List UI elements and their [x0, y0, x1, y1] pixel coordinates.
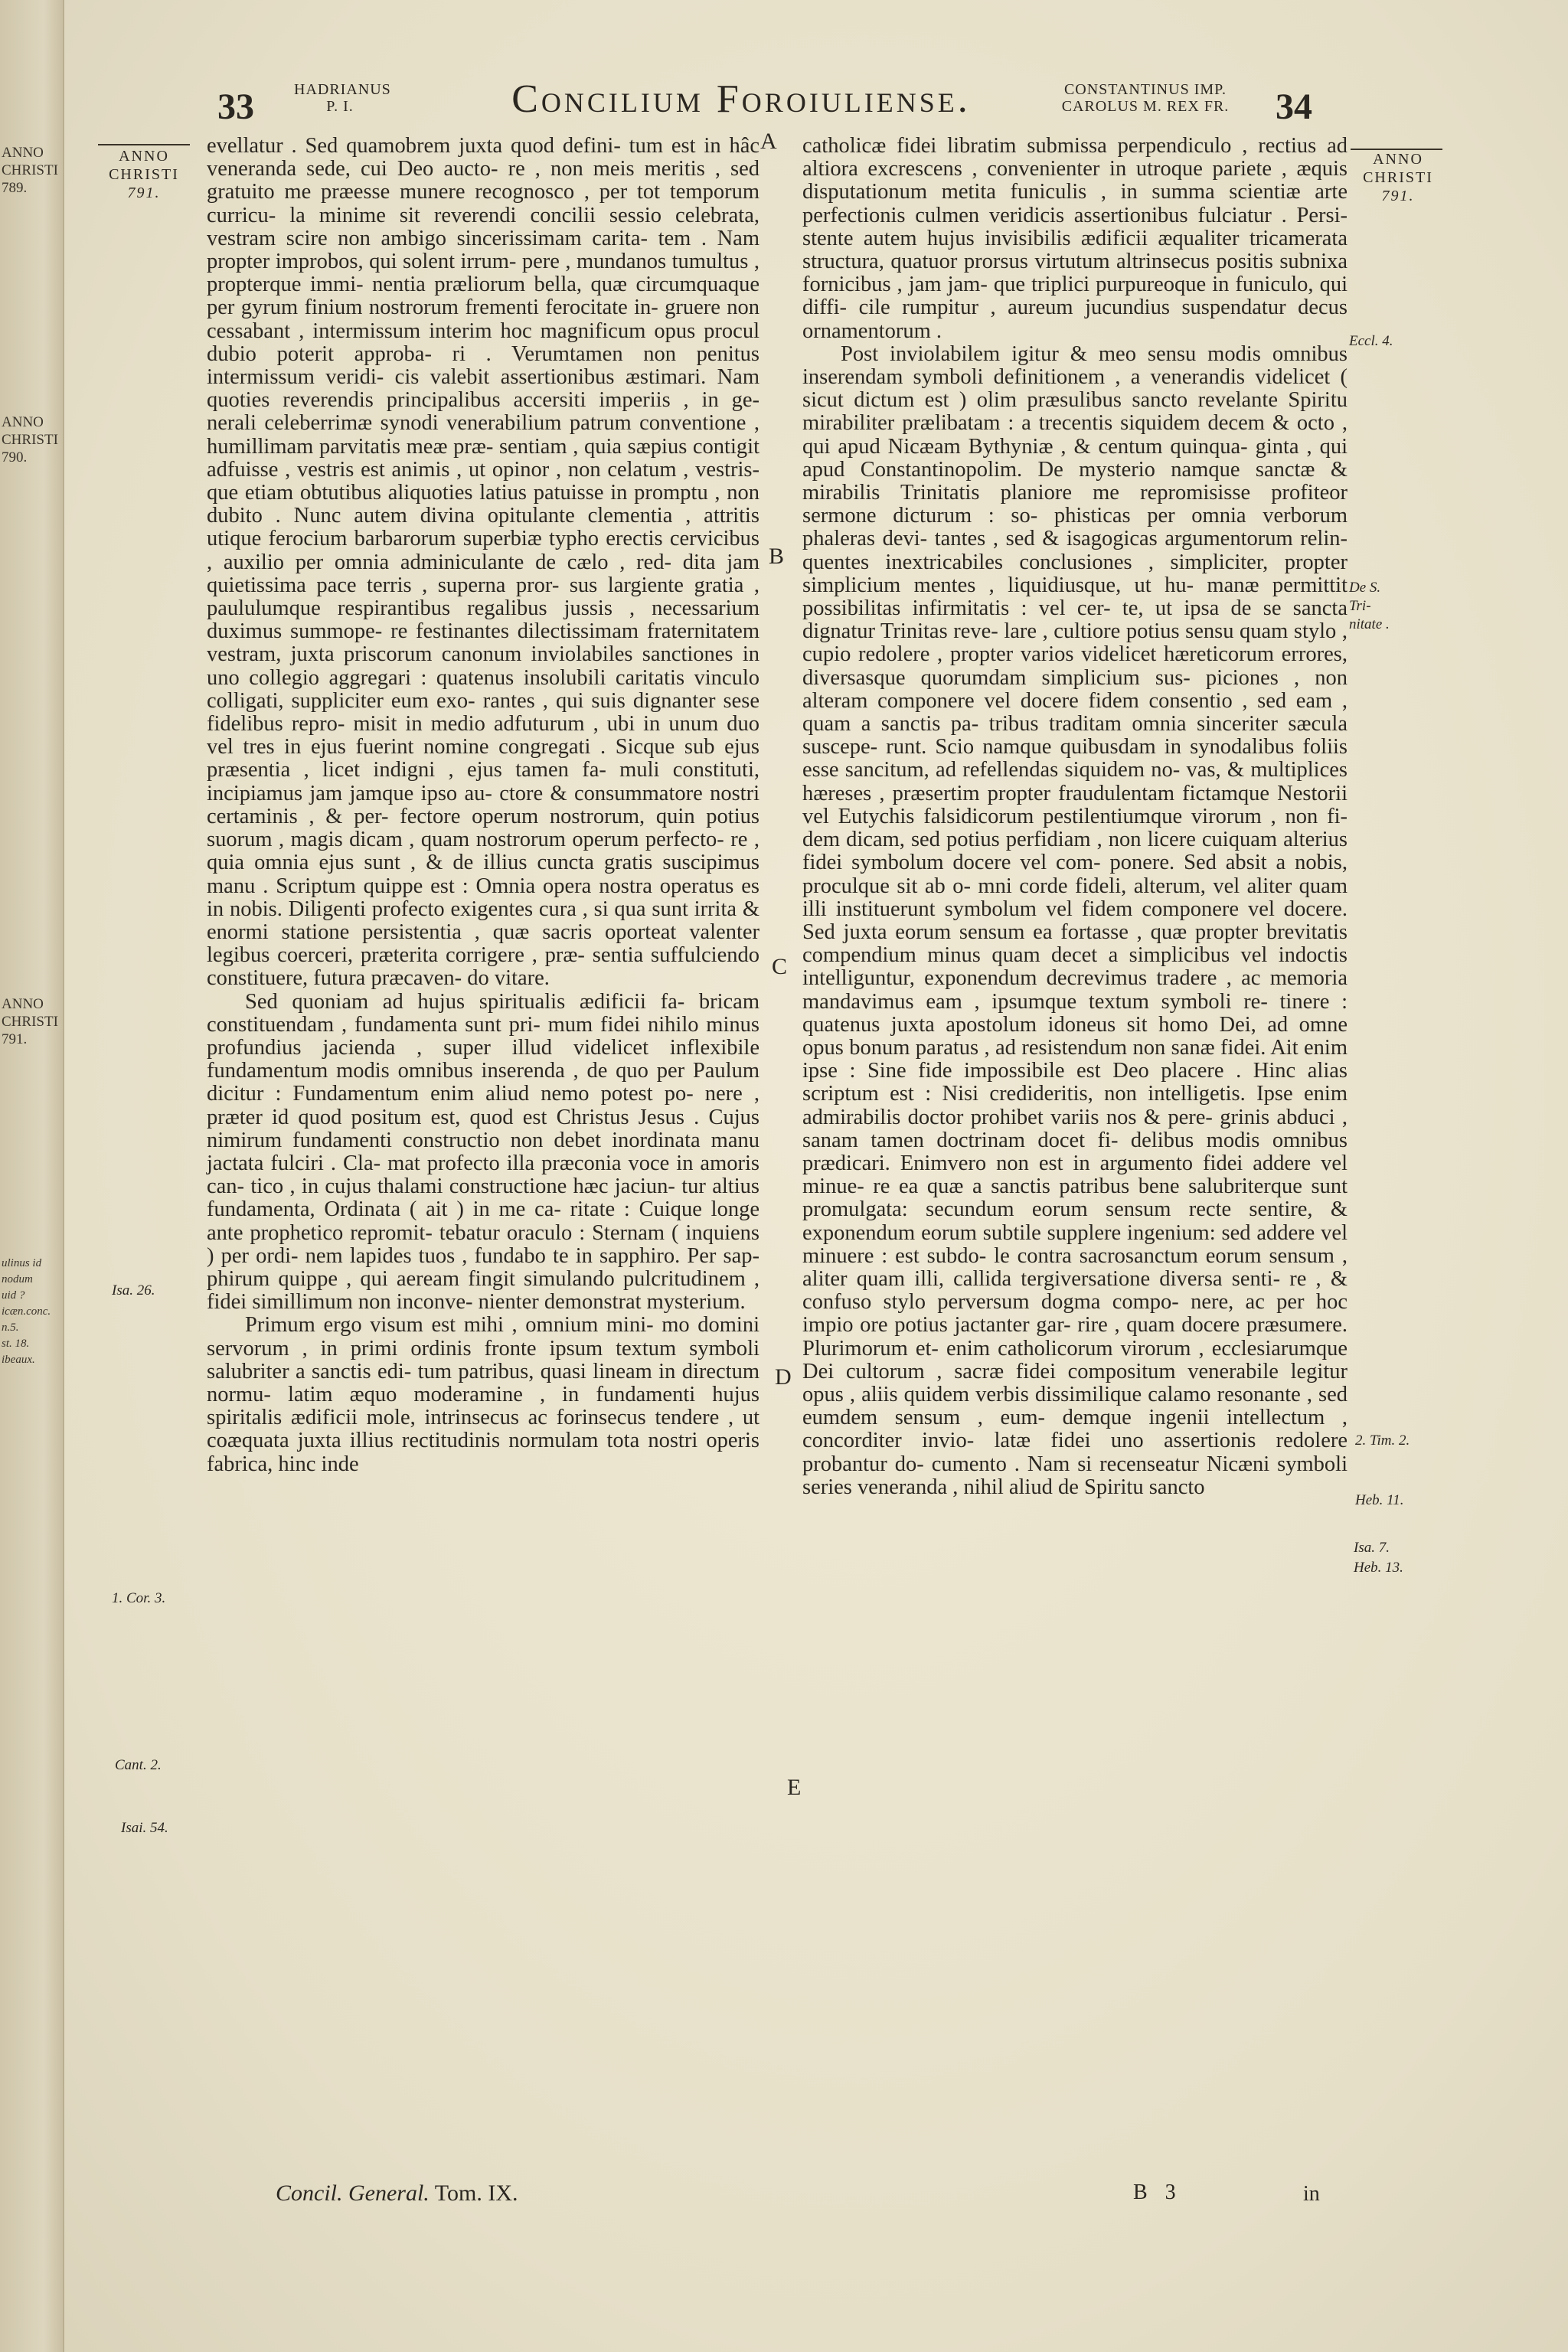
page-number-right: 34	[1276, 87, 1312, 127]
margin-note-2-tim-2: 2. Tim. 2.	[1355, 1432, 1410, 1449]
previous-page-edge	[0, 0, 64, 2352]
margin-note-isai-54: Isai. 54.	[121, 1820, 168, 1836]
right-column	[802, 135, 1348, 1499]
paragraph: catholicæ fidei libratim submissa perpendiculo , rectius ad altiora excrescens , convenienter in utroque pariete , æquis disputationum metita funiculis , in summa scientiæ arte perfectionis culmen veridicis assertionibus fulciatur . Persi- stente autem hujus invisibilis ædificii æqualiter tricamerata structura, quatuor prorsus virtutum altrinsecus positis subnixa fornicibus , jam jam- que triplici purpureoque in funiculo, qui diffi- cile rumpitur , aureum jucundius suspendatur decus ornamentorum .	[802, 134, 1348, 343]
margin-note-heb-13: Heb. 13.	[1354, 1560, 1403, 1576]
paragraph: evellatur . Sed quamobrem juxta quod defini- tum est in hâc veneranda sede, cui Deo aucto- re , non meis meritis , sed gratuito me præesse munere recognosco , per tot temporum curricu- la minime sit reverendi concilii sessio celebrata, vestram scire non ambigo sincerissimam carita- tem . Nam propter improbos, qui solent irrum- pere , mundanos tumultus , propterque immi- nentia præliorum bella, quæ circumquaque per gyrum finium nostrorum frementi ferocitate in- gruere non cessabant , intermissum interim hoc magnificum opus procul dubio poterit approba- ri . Verumtamen non penitus intermissum veridi- cis valebit assertionibus æstimari. Nam quoties reverendis principalibus accersiti imperiis , in ge- nerali celeberrimæ synodi venerabilium patrum conventione , humillimam parvitatis meæ præ- sentiam , quia sæpius contigit adfuisse , vestris est animis , ut opinor , non celatum , vestris- que etiam obtutibus aliquoties latius patuisse in promptu , non dubito . Nunc autem divina opitulante clementia , attritis utique ferocium barbarorum superbiæ typho erectis cervicibus , auxilio per omnia adminiculante de cælo , red- dita jam quietissima pace terris , superna pror- sus largiente gratia , paululumque respirantibus regalibus jussis , necessarium duximus summope- re festinantes dilectissimam fraternitatem vestram, juxta priscorum canonum inviolabiles sanctiones in uno collegio aggregari : quatenus insolubili caritatis vinculo colligati, suppliciter eum exo- rantes , qui suis dignanter sese fidelibus repro- misit in medio adfuturum , ubi in unum duo vel tres in ejus fuerint nomine congregati . Sicque sub ejus præsentia , licet indigni , ejus tamen fa- muli constituti, incipiamus jam jamque ipso au- ctore & consummatore nostri certaminis , & per- fectore operum nostrorum, quin potius suorum , magis dicam , quam nostrorum operum perfecto- re , quia omnia ejus sunt , & de illius cuncta gratis suscipimus manu . Scriptum quippe est : Omnia opera nostra operatus es in nobis. Diligenti profecto exigentes cura , si qua sunt irrita & enormi statione persistentia , quæ sacris oporteat valenter legibus coerceri, præterita corrigere , præ- sentia suffulciendo constituere, futura præcaven- do vitare.	[207, 134, 760, 991]
header-pope: HADRIANUS P. I.	[294, 81, 391, 115]
signature-mark: B 3	[1133, 2180, 1182, 2204]
paragraph: Primum ergo visum est mihi , omnium mini- mo domini servorum , in primi ordinis fronte ipsum textum symboli salubriter a sanctis edi- tum patribus, quasi lineam in directum normu- latim æquo moderamine , in fundamenti hujus spiritalis ædificii mole, intrinsecus ac forinsecus tendere , ut coæquata juxta illius rectitudinis normulam tota nostri operis fabrica, hinc inde	[207, 1313, 760, 1476]
margin-note-isa-7: Isa. 7.	[1354, 1540, 1390, 1556]
margin-note-cant-2: Cant. 2.	[115, 1757, 162, 1773]
page-title: Concilium Foroiuliense.	[511, 77, 971, 121]
prev-margin-notes: ulinus id nodum uid ? icæn.conc. n.5. st. 18. ibeaux.	[2, 1257, 51, 1366]
prev-anno-label-2: ANNO CHRISTI 790.	[2, 414, 58, 466]
catchword: in	[1303, 2182, 1320, 2206]
footer-volume: Concil. General. Tom. IX.	[276, 2180, 518, 2206]
section-letter-b: B	[769, 544, 785, 569]
margin-note-eccl-4: Eccl. 4.	[1349, 333, 1393, 349]
page-number-left: 33	[217, 87, 254, 127]
left-column	[207, 135, 760, 1476]
prev-anno-label-3: ANNO CHRISTI 791.	[2, 996, 58, 1047]
section-letter-e: E	[787, 1775, 802, 1800]
section-letter-c: C	[772, 954, 788, 979]
anno-label-right: ANNO CHRISTI 791.	[1363, 151, 1433, 204]
paragraph: Post inviolabilem igitur & meo sensu modis omnibus inserendam symboli definitionem , a venerandis videlicet ( sicut dictum est ) olim præsulibus sancto revelante Spiritu mirabiliter prælibatam : a trecentis siquidem decem & octo , qui apud Nicæam Bythyniæ , & centum quinqua- ginta , qui apud Constantinopolim. De mysterio namque sanctæ & mirabilis Trinitatis planiore me repromisisse profiteor sermone dicturum : so- phisticas per omnia verborum phaleras devi- tantes , sed & isagogicas argumentorum relin- quentes inextricabiles conclusiones , simpliciter, propter simplicium mentes , liquidiusque, ut hu- manæ permittit possibilitas infirmitatis : vel cer- te, ut ipsa de se sancta dignatur Trinitas reve- lare , cultiore potius sensu quam stylo , cupio redolere , propter varios videlicet hæreticorum errores, diversasque quorumdam simplicium sus- piciones , non alteram componere vel docere fidem consentio , sed eam , quam a sanctis pa- tribus traditam omnia sinceriter sæcula suscepe- runt. Scio namque quibusdam in synodalibus foliis esse sancitum, ad refellendas siquidem no- vas, & multiplices hæreses , præsertim propter fraudulentam fictamque Nestorii vel Eutychis falsidicorum pestilentiumque virorum , non fi- dem dicam, sed potius perfidiam , non licere cuiquam alterius fidei symbolum docere vel com- ponere. Sed absit a nobis, proculque sit ab o- mni corde fideli, alterum, vel aliter quam illi instituerunt symbolum vel fidem componere vel docere. Sed juxta eorum sensum ea fortasse , quæ propter brevitatis compendium minus quam decet a simplicibus vel indoctis intelliguntur, exponendum decrevimus tradere , ac memoria mandavimus eam , ipsumque textum symboli re- tinere : quatenus juxta apostolum idoneus sit homo Dei, ad omne opus bonum paratus , ad resistendum non sanæ fidei. Ait enim ipse : Sine fide impossibile est Deo placere . Hinc alias scriptum est : Nisi credideritis, non intelligetis. Ipse enim admirabilis doctor prohibet variis nos & pere- grinis abduci , sanam tamen doctrinam docet fi- delibus modis omnibus prædicari. Enimvero non est in argumento fidei addere vel minue- re ea quæ a sanctis patribus bene salubriterque sunt promulgata: secundum eorum sensum recte sentire, & exponendum eorum subtile supplere ingenium: sed addere vel minuere : est subdo- le contra sacrosanctum eorum sensum , aliter quam illi, callida tergiversatione diversa senti- re , & confuso stylo perversum dogma compo- nere, ac per hoc impio ore potius jactanter gar- rire , quam docere præsumere. Plurimorum et- enim catholicorum virorum , ecclesiarumque Dei cultorum , sacræ fidei compositum venerabile legitur opus , aliis quidem verbis dissimilique calamo resonante , sed eumdem sensum , eum- demque ingenii intellectum , concorditer invio- latæ fidei uno assertionis redolere probantur do- cumento . Nam si recenseatur Nicæni symboli series veneranda , nihil aliud de Spiritu sancto	[802, 341, 1348, 1499]
margin-note-1-cor-3: 1. Cor. 3.	[112, 1590, 166, 1606]
prev-anno-label-1: ANNO CHRISTI 789.	[2, 145, 58, 196]
margin-note-heb-11: Heb. 11.	[1355, 1492, 1404, 1508]
margin-note-de-trinitate: De S. Tri- nitate .	[1349, 580, 1390, 632]
anno-label-left: ANNO CHRISTI 791.	[109, 148, 179, 201]
section-letter-a: A	[760, 129, 777, 154]
anno-rule-left	[98, 144, 190, 145]
paragraph: Sed quoniam ad hujus spiritualis ædificii fa- bricam constituendam , fundamenta sunt pri- mum fidei nihilo minus profundius jacienda , super illud videlicet inflexibile fundamentum modis omnibus inserenda , de quo per Paulum dicitur : Fundamentum enim aliud nemo potest po- nere , præter id quod positum est, quod est Christus Jesus . Cujus nimirum fundamenti constructio non debet inordinata manu jactata fulciri . Cla- mat profecto illa præconia voce in amoris can- tico , in cujus thalami constructione hæc jaciun- tur altius fundamenta, Ordinata ( ait ) in me ca- ritate : Cuique longe ante prophetico repromit- tebatur oraculo : Sternam ( inquiens ) per ordi- nem lapides tuos , fundabo te in sapphiro. Per sap- phirum quippe , qui aeream fingit simulando pulcritudinem , fidei simillimum non inconve- nienter demonstrat mysterium.	[207, 989, 760, 1315]
margin-note-isa-26: Isa. 26.	[112, 1282, 155, 1298]
section-letter-d: D	[775, 1364, 792, 1390]
header-rulers: CONSTANTINUS IMP. CAROLUS M. REX FR.	[1061, 81, 1230, 115]
